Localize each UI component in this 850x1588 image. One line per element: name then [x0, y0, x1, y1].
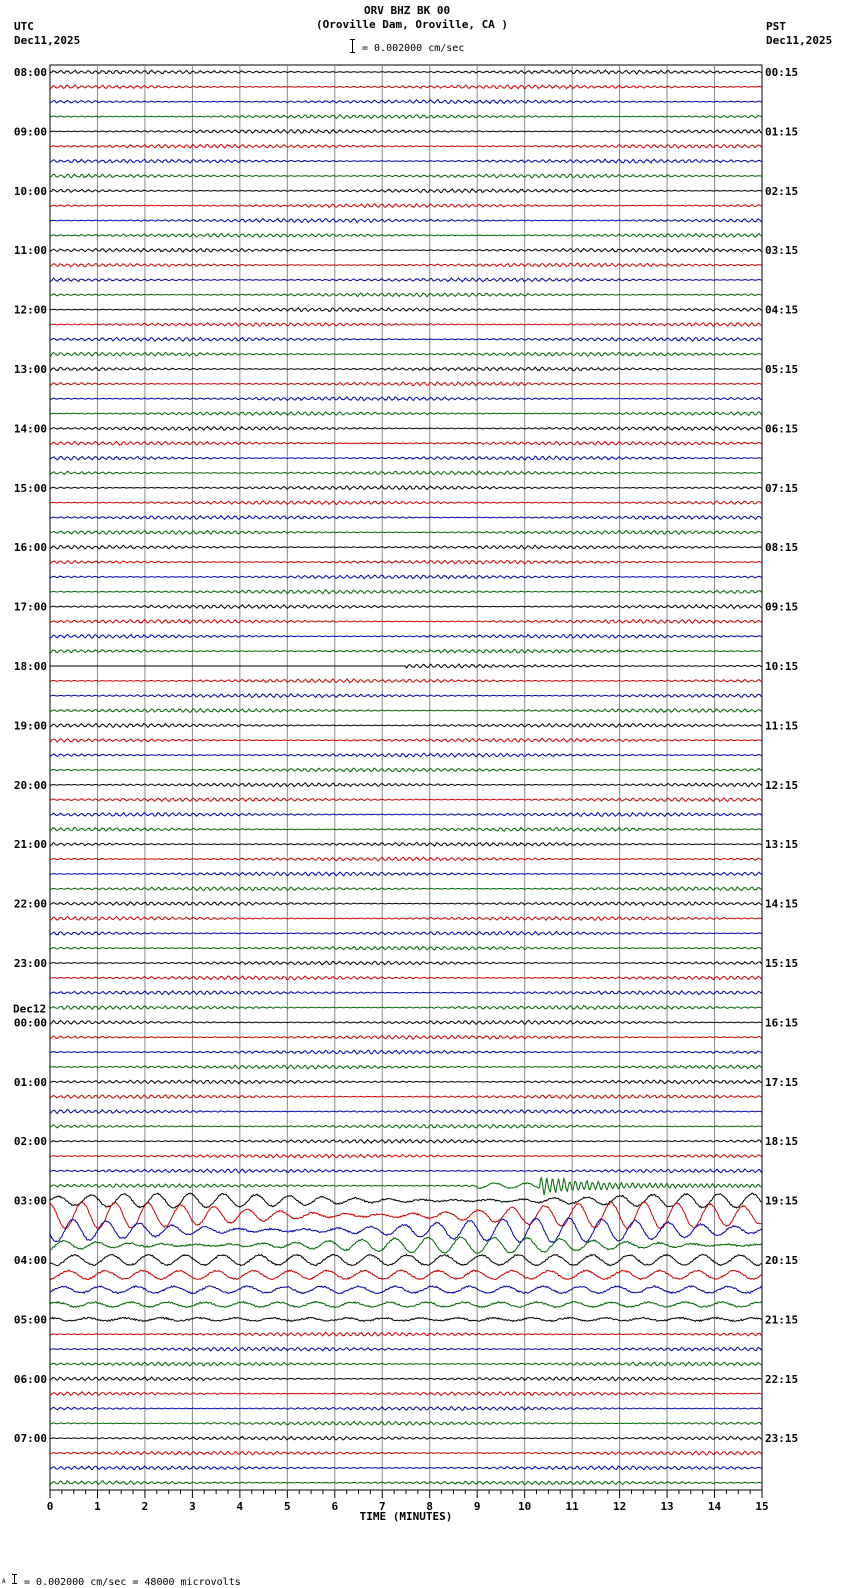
trace-line	[50, 813, 762, 817]
x-tick-label: 10	[518, 1500, 532, 1513]
x-tick-label: 5	[284, 1500, 291, 1513]
right-hour-label: 23:15	[765, 1432, 799, 1446]
trace-line	[50, 1178, 762, 1195]
trace-line	[50, 293, 762, 297]
trace-line	[50, 100, 762, 104]
trace-line	[50, 709, 762, 713]
trace-line	[50, 664, 762, 668]
left-hour-label: 11:00	[13, 244, 47, 258]
trace-line	[50, 857, 762, 861]
trace-line	[50, 1139, 762, 1143]
left-hour-label: 12:00	[13, 303, 47, 317]
trace-line	[50, 620, 762, 624]
trace-line	[50, 961, 762, 965]
right-hour-label: 12:15	[765, 778, 799, 792]
x-axis-label: TIME (MINUTES)	[359, 1510, 453, 1523]
left-hour-label: 20:00	[13, 778, 47, 792]
left-hour-label: 18:00	[13, 660, 47, 673]
left-hour-label: 19:00	[13, 719, 47, 733]
right-timezone: PST	[766, 20, 786, 33]
trace-line	[50, 441, 762, 445]
x-tick-label: 0	[46, 1500, 54, 1513]
right-hour-label: 10:15	[765, 660, 799, 673]
trace-line	[50, 575, 762, 579]
trace-line	[50, 545, 762, 549]
x-tick-label: 9	[473, 1500, 481, 1513]
trace-line	[50, 1095, 762, 1099]
trace-line	[50, 917, 762, 921]
right-hour-label: 07:15	[765, 481, 799, 495]
footer-marker: A	[2, 1578, 6, 1585]
right-hour-label: 18:15	[765, 1135, 799, 1149]
right-date: Dec11,2025	[766, 34, 833, 47]
trace-line	[50, 1362, 762, 1366]
footer-scale-text: = 0.002000 cm/sec = 48000 microvolts	[24, 1577, 241, 1588]
trace-line	[50, 1169, 762, 1173]
trace-line	[50, 1237, 762, 1253]
trace-line	[50, 456, 762, 460]
trace-line	[50, 1020, 762, 1024]
left-hour-label: 15:00	[13, 481, 47, 495]
trace-line	[50, 248, 762, 252]
trace-line	[50, 70, 762, 74]
footer-scale-bar-icon	[14, 1574, 15, 1584]
trace-line	[50, 516, 762, 520]
right-hour-label: 22:15	[765, 1372, 799, 1386]
left-hour-label: 14:00	[13, 422, 47, 436]
left-hour-label: 16:00	[13, 541, 47, 555]
trace-line	[50, 1080, 762, 1084]
trace-line	[50, 159, 762, 163]
trace-line	[50, 412, 762, 416]
trace-line	[50, 1377, 762, 1381]
trace-line	[50, 1110, 762, 1114]
left-timezone: UTC	[14, 20, 34, 33]
right-hour-label: 06:15	[765, 422, 799, 436]
right-hour-label: 09:15	[765, 600, 799, 614]
right-hour-label: 21:15	[765, 1313, 799, 1327]
trace-line	[50, 1332, 762, 1336]
x-tick-label: 11	[565, 1500, 579, 1513]
trace-line	[50, 427, 762, 431]
left-date: Dec11,2025	[14, 34, 81, 47]
left-hour-label: 17:00	[13, 600, 47, 614]
trace-line	[50, 501, 762, 505]
left-hour-label: 05:00	[13, 1313, 47, 1327]
station-title: ORV BHZ BK 00	[364, 4, 451, 17]
trace-line	[50, 753, 762, 757]
trace-line	[50, 946, 762, 950]
date-change-label: Dec12	[13, 1002, 47, 1016]
trace-line	[50, 1254, 762, 1265]
trace-line	[50, 976, 762, 980]
trace-line	[50, 323, 762, 327]
left-hour-label: 10:00	[13, 184, 47, 198]
right-hour-label: 05:15	[765, 363, 799, 376]
trace-line	[50, 798, 762, 802]
trace-line	[50, 694, 762, 698]
trace-line	[50, 352, 762, 356]
trace-line	[50, 1125, 762, 1129]
plot-frame	[50, 65, 762, 1490]
right-hour-label: 14:15	[765, 897, 799, 911]
trace-line	[50, 1036, 762, 1040]
trace-line	[50, 872, 762, 876]
right-hour-label: 04:15	[765, 303, 799, 317]
x-tick-label: 12	[612, 1500, 627, 1513]
trace-line	[50, 1050, 762, 1054]
x-tick-label: 14	[707, 1500, 722, 1513]
trace-line	[50, 1451, 762, 1455]
x-tick-label: 13	[660, 1500, 674, 1513]
trace-line	[50, 308, 762, 312]
trace-line	[50, 738, 762, 742]
trace-line	[50, 85, 762, 89]
trace-line	[50, 1286, 762, 1294]
right-hour-label: 08:15	[765, 541, 799, 555]
trace-line	[50, 1392, 762, 1396]
x-tick-label: 6	[331, 1500, 339, 1513]
trace-line	[50, 1065, 762, 1069]
trace-line	[50, 1006, 762, 1010]
trace-line	[50, 337, 762, 341]
trace-line	[50, 783, 762, 787]
trace-line	[50, 991, 762, 995]
right-hour-label: 03:15	[765, 244, 799, 258]
trace-line	[50, 1193, 762, 1208]
right-hour-label: 01:15	[765, 125, 799, 139]
right-hour-label: 16:15	[765, 1016, 799, 1030]
trace-line	[50, 843, 762, 847]
left-hour-label: 23:00	[13, 957, 47, 970]
trace-line	[50, 1154, 762, 1158]
trace-line	[50, 768, 762, 772]
trace-line	[50, 144, 762, 148]
left-hour-label: 04:00	[13, 1254, 47, 1267]
trace-line	[50, 204, 762, 208]
trace-line	[50, 560, 762, 564]
left-hour-label: 22:00	[13, 897, 47, 911]
trace-line	[50, 1302, 762, 1308]
x-tick-label: 15	[755, 1500, 769, 1513]
trace-line	[50, 219, 762, 223]
trace-line	[50, 382, 762, 386]
trace-line	[50, 605, 762, 609]
trace-line	[50, 931, 762, 935]
trace-line	[50, 471, 762, 475]
trace-line	[50, 129, 762, 133]
left-hour-label: 00:00	[13, 1016, 47, 1030]
x-tick-label: 3	[189, 1500, 196, 1513]
right-hour-label: 02:15	[765, 184, 799, 198]
trace-line	[50, 486, 762, 490]
trace-line	[50, 1317, 762, 1321]
right-hour-label: 20:15	[765, 1254, 799, 1267]
right-hour-label: 11:15	[765, 719, 799, 733]
right-hour-label: 19:15	[765, 1194, 799, 1208]
left-hour-label: 21:00	[13, 838, 47, 852]
trace-line	[50, 590, 762, 594]
left-hour-label: 07:00	[13, 1432, 47, 1446]
trace-line	[50, 115, 762, 119]
x-tick-label: 4	[236, 1500, 244, 1513]
right-hour-label: 17:15	[765, 1075, 799, 1089]
trace-line	[50, 1407, 762, 1411]
trace-line	[50, 828, 762, 832]
trace-line	[50, 397, 762, 401]
trace-line	[50, 1270, 762, 1280]
trace-line	[50, 263, 762, 267]
right-hour-label: 13:15	[765, 838, 799, 852]
trace-line	[50, 234, 762, 238]
trace-line	[50, 189, 762, 193]
trace-line	[50, 1436, 762, 1440]
trace-line	[50, 679, 762, 683]
trace-line	[50, 902, 762, 906]
left-hour-label: 13:00	[13, 363, 47, 376]
trace-line	[50, 1421, 762, 1425]
station-location: (Oroville Dam, Oroville, CA )	[316, 18, 509, 31]
left-hour-label: 06:00	[13, 1372, 47, 1386]
trace-line	[50, 724, 762, 728]
left-hour-label: 09:00	[13, 125, 47, 139]
trace-line	[50, 367, 762, 371]
x-tick-label: 2	[141, 1500, 149, 1513]
right-hour-label: 15:15	[765, 957, 799, 970]
trace-line	[50, 887, 762, 891]
trace-line	[50, 1466, 762, 1470]
x-tick-label: 7	[378, 1500, 386, 1513]
left-hour-label: 01:00	[13, 1075, 47, 1089]
right-hour-label: 00:15	[765, 66, 799, 79]
trace-line	[50, 1347, 762, 1351]
left-hour-label: 03:00	[13, 1194, 47, 1208]
trace-line	[50, 278, 762, 282]
left-hour-label: 08:00	[13, 66, 47, 79]
trace-line	[50, 1481, 762, 1485]
left-hour-label: 02:00	[13, 1135, 47, 1149]
trace-line	[50, 531, 762, 535]
x-tick-label: 1	[94, 1500, 101, 1513]
trace-line	[50, 635, 762, 639]
x-tick-label: 8	[426, 1500, 434, 1513]
trace-line	[50, 174, 762, 178]
trace-line	[50, 649, 762, 653]
scale-text: = 0.002000 cm/sec	[362, 43, 465, 54]
